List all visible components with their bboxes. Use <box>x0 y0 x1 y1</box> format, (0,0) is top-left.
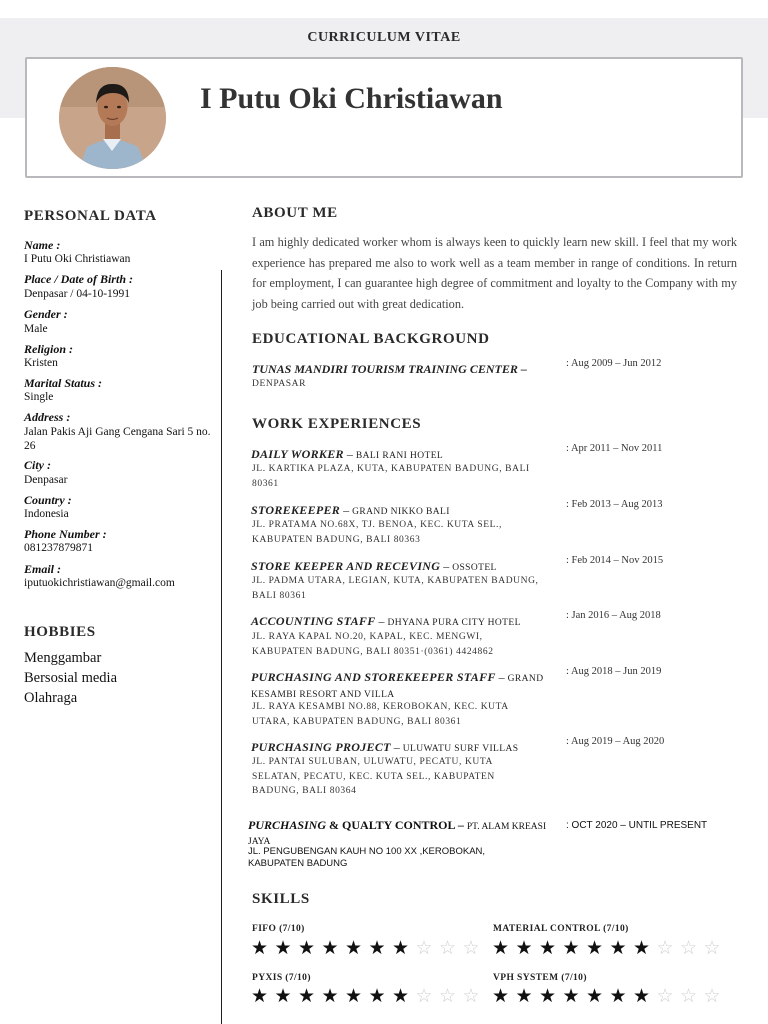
star-filled-icon: ★ <box>344 985 363 1007</box>
skill-rating <box>250 987 481 1007</box>
star-filled-icon: ★ <box>632 937 651 959</box>
star-filled-icon: ★ <box>632 985 651 1007</box>
star-filled-icon: ★ <box>391 937 410 959</box>
field-value: Male <box>24 323 48 335</box>
job-company: PT. ALAM KREASI JAYA <box>248 822 547 847</box>
job-separator: – <box>340 503 353 517</box>
job-date: : Feb 2014 – Nov 2015 <box>566 555 664 566</box>
star-filled-icon: ★ <box>538 937 557 959</box>
field-label: Place / Date of Birth : <box>24 272 133 286</box>
job-address: JL. RAYA KESAMBI NO.88, KEROBOKAN, KEC. KUTA UTARA, KABUPATEN BADUNG, BALI 80361 <box>252 702 509 727</box>
field-value: I Putu Oki Christiawan <box>24 253 131 265</box>
school-city: DENPASAR <box>252 379 307 389</box>
job-address: JL. PANTAI SULUBAN, ULUWATU, PECATU, KUTA SELATAN, PECATU, KEC. KUTA SEL., KABUPATEN BADUNG, BALI 80364 <box>252 757 495 796</box>
star-empty-icon: ☆ <box>679 937 698 959</box>
job-address: JL. RAYA KAPAL NO.20, KAPAL, KEC. MENGWI, KABUPATEN BADUNG, BALI 80351·(0361) 4424862 <box>252 632 494 657</box>
star-empty-icon: ☆ <box>438 985 457 1007</box>
star-filled-icon: ★ <box>515 985 533 1007</box>
star-filled-icon: ★ <box>538 985 557 1007</box>
field-label: Religion : <box>24 342 74 356</box>
field-label: Gender : <box>24 307 68 321</box>
star-filled-icon: ★ <box>368 937 386 959</box>
candidate-name: I Putu Oki Christiawan <box>200 82 503 115</box>
skill-rating <box>491 939 722 959</box>
job-date: : Feb 2013 – Aug 2013 <box>566 499 663 510</box>
job-role: STORE KEEPER AND RECEVING <box>251 559 441 573</box>
work-title: WORK EXPERIENCES <box>252 416 422 432</box>
star-empty-icon: ☆ <box>462 937 480 959</box>
hobby-item: Bersosial media <box>24 670 118 686</box>
hobby-item: Menggambar <box>24 650 102 666</box>
job-address: JL. KARTIKA PLAZA, KUTA, KABUPATEN BADUNG, BALI 80361 <box>252 464 530 489</box>
education-title: EDUCATIONAL BACKGROUND <box>252 331 490 347</box>
job-company: GRAND KESAMBI RESORT AND VILLA <box>251 674 544 700</box>
star-filled-icon: ★ <box>250 985 269 1007</box>
field-label: Name : <box>24 238 61 252</box>
star-empty-icon: ☆ <box>656 985 674 1007</box>
skill-name: VPH SYSTEM (7/10) <box>493 973 587 983</box>
star-filled-icon: ★ <box>250 937 269 959</box>
job-address: JL. PADMA UTARA, LEGIAN, KUTA, KABUPATEN BADUNG, BALI 80361 <box>252 576 539 601</box>
education-date: : Aug 2009 – Jun 2012 <box>566 358 662 369</box>
about-title: ABOUT ME <box>252 205 338 221</box>
star-filled-icon: ★ <box>491 985 510 1007</box>
skills-title: SKILLS <box>252 891 310 907</box>
job-separator: – <box>343 447 356 461</box>
personal-data-title: PERSONAL DATA <box>24 208 157 224</box>
school-name: TUNAS MANDIRI TOURISM TRAINING CENTER – <box>252 362 527 376</box>
job-heading <box>251 614 551 630</box>
job-role: PURCHASING PROJECT <box>251 740 391 754</box>
hobby-item: Olahraga <box>24 690 78 706</box>
about-text: I am highly dedicated worker whom is always keen to quickly learn new skill. I feel that my work experience has prepared me also to work well as a team member in range of conditions. In return for employment, I can guarantee high degree of commitment and loyalty to the Company with my job being carried out with great dedication. <box>252 235 737 311</box>
star-empty-icon: ☆ <box>438 937 457 959</box>
star-filled-icon: ★ <box>368 985 386 1007</box>
job-date: : Apr 2011 – Nov 2011 <box>566 443 663 454</box>
profile-photo <box>59 67 166 169</box>
field-label: Country : <box>24 493 72 507</box>
job-company: BALI RANI HOTEL <box>355 451 444 461</box>
field-label: City : <box>24 458 51 472</box>
hobbies-title: HOBBIES <box>24 624 96 640</box>
job-address: JL. PRATAMA NO.68X, TJ. BENOA, KEC. KUTA SEL., KABUPATEN BADUNG, BALI 80363 <box>252 520 502 545</box>
job-heading <box>251 670 551 702</box>
star-filled-icon: ★ <box>562 985 580 1007</box>
skill-name: PYXIS (7/10) <box>252 973 311 983</box>
document-label: CURRICULUM VITAE <box>307 30 461 45</box>
star-filled-icon: ★ <box>609 937 627 959</box>
star-filled-icon: ★ <box>321 937 339 959</box>
field-value: Indonesia <box>24 508 69 520</box>
star-empty-icon: ☆ <box>703 985 721 1007</box>
skill-rating <box>491 987 722 1007</box>
star-filled-icon: ★ <box>609 985 627 1007</box>
star-filled-icon: ★ <box>297 937 316 959</box>
skill-name: FIFO (7/10) <box>252 924 305 934</box>
job-separator: – <box>440 559 453 573</box>
star-filled-icon: ★ <box>297 985 316 1007</box>
star-empty-icon: ☆ <box>462 985 480 1007</box>
job-role: PURCHASING AND STOREKEEPER STAFF <box>251 670 496 684</box>
field-value: Denpasar / 04-10-1991 <box>24 288 131 300</box>
job-company: ULUWATU SURF VILLAS <box>402 744 519 754</box>
job-role-suffix: & QUALTY CONTROL – <box>326 818 467 832</box>
star-empty-icon: ☆ <box>679 985 698 1007</box>
job-heading <box>251 559 551 575</box>
job-separator: – <box>375 614 388 628</box>
star-empty-icon: ☆ <box>415 985 433 1007</box>
job-date: : Aug 2019 – Aug 2020 <box>566 736 665 747</box>
star-filled-icon: ★ <box>391 985 410 1007</box>
field-label: Phone Number : <box>24 527 107 541</box>
field-label: Marital Status : <box>24 376 103 390</box>
field-value: Denpasar <box>24 474 68 486</box>
job-date: : Aug 2018 – Jun 2019 <box>566 666 662 677</box>
star-empty-icon: ☆ <box>703 937 721 959</box>
field-label: Address : <box>24 410 71 424</box>
job-heading <box>251 447 551 463</box>
field-value: Jalan Pakis Aji Gang Cengana Sari 5 no. 26 <box>24 426 211 452</box>
field-value: Kristen <box>24 357 58 369</box>
job-heading <box>248 818 548 848</box>
field-value: 081237879871 <box>24 542 93 554</box>
job-role: ACCOUNTING STAFF <box>251 614 376 628</box>
star-filled-icon: ★ <box>321 985 339 1007</box>
star-filled-icon: ★ <box>585 937 604 959</box>
skill-rating <box>250 939 481 959</box>
star-filled-icon: ★ <box>274 937 292 959</box>
star-filled-icon: ★ <box>515 937 533 959</box>
job-company: OSSOTEL <box>452 563 497 573</box>
email-value: iputuokichristiawan@gmail.com <box>24 577 175 589</box>
job-separator: – <box>495 670 508 684</box>
field-label: Email : <box>24 562 62 576</box>
star-filled-icon: ★ <box>344 937 363 959</box>
job-heading <box>251 503 551 519</box>
job-date: : OCT 2020 – UNTIL PRESENT <box>566 820 708 831</box>
job-separator: – <box>390 740 403 754</box>
star-filled-icon: ★ <box>585 985 604 1007</box>
job-role: STOREKEEPER <box>251 503 341 517</box>
star-filled-icon: ★ <box>491 937 510 959</box>
job-date: : Jan 2016 – Aug 2018 <box>566 610 661 621</box>
star-empty-icon: ☆ <box>415 937 433 959</box>
star-filled-icon: ★ <box>274 985 292 1007</box>
job-role: PURCHASING <box>248 818 327 832</box>
job-company: GRAND NIKKO BALI <box>352 507 450 517</box>
job-address: JL. PENGUBENGAN KAUH NO 100 XX ,KEROBOKAN, KABUPATEN BADUNG <box>248 846 486 869</box>
star-filled-icon: ★ <box>562 937 580 959</box>
job-heading <box>251 740 551 756</box>
job-role: DAILY WORKER <box>251 447 344 461</box>
column-divider <box>221 270 222 1024</box>
skill-name: MATERIAL CONTROL (7/10) <box>493 924 629 934</box>
job-company: DHYANA PURA CITY HOTEL <box>387 618 521 628</box>
field-value: Single <box>24 391 54 403</box>
star-empty-icon: ☆ <box>656 937 674 959</box>
